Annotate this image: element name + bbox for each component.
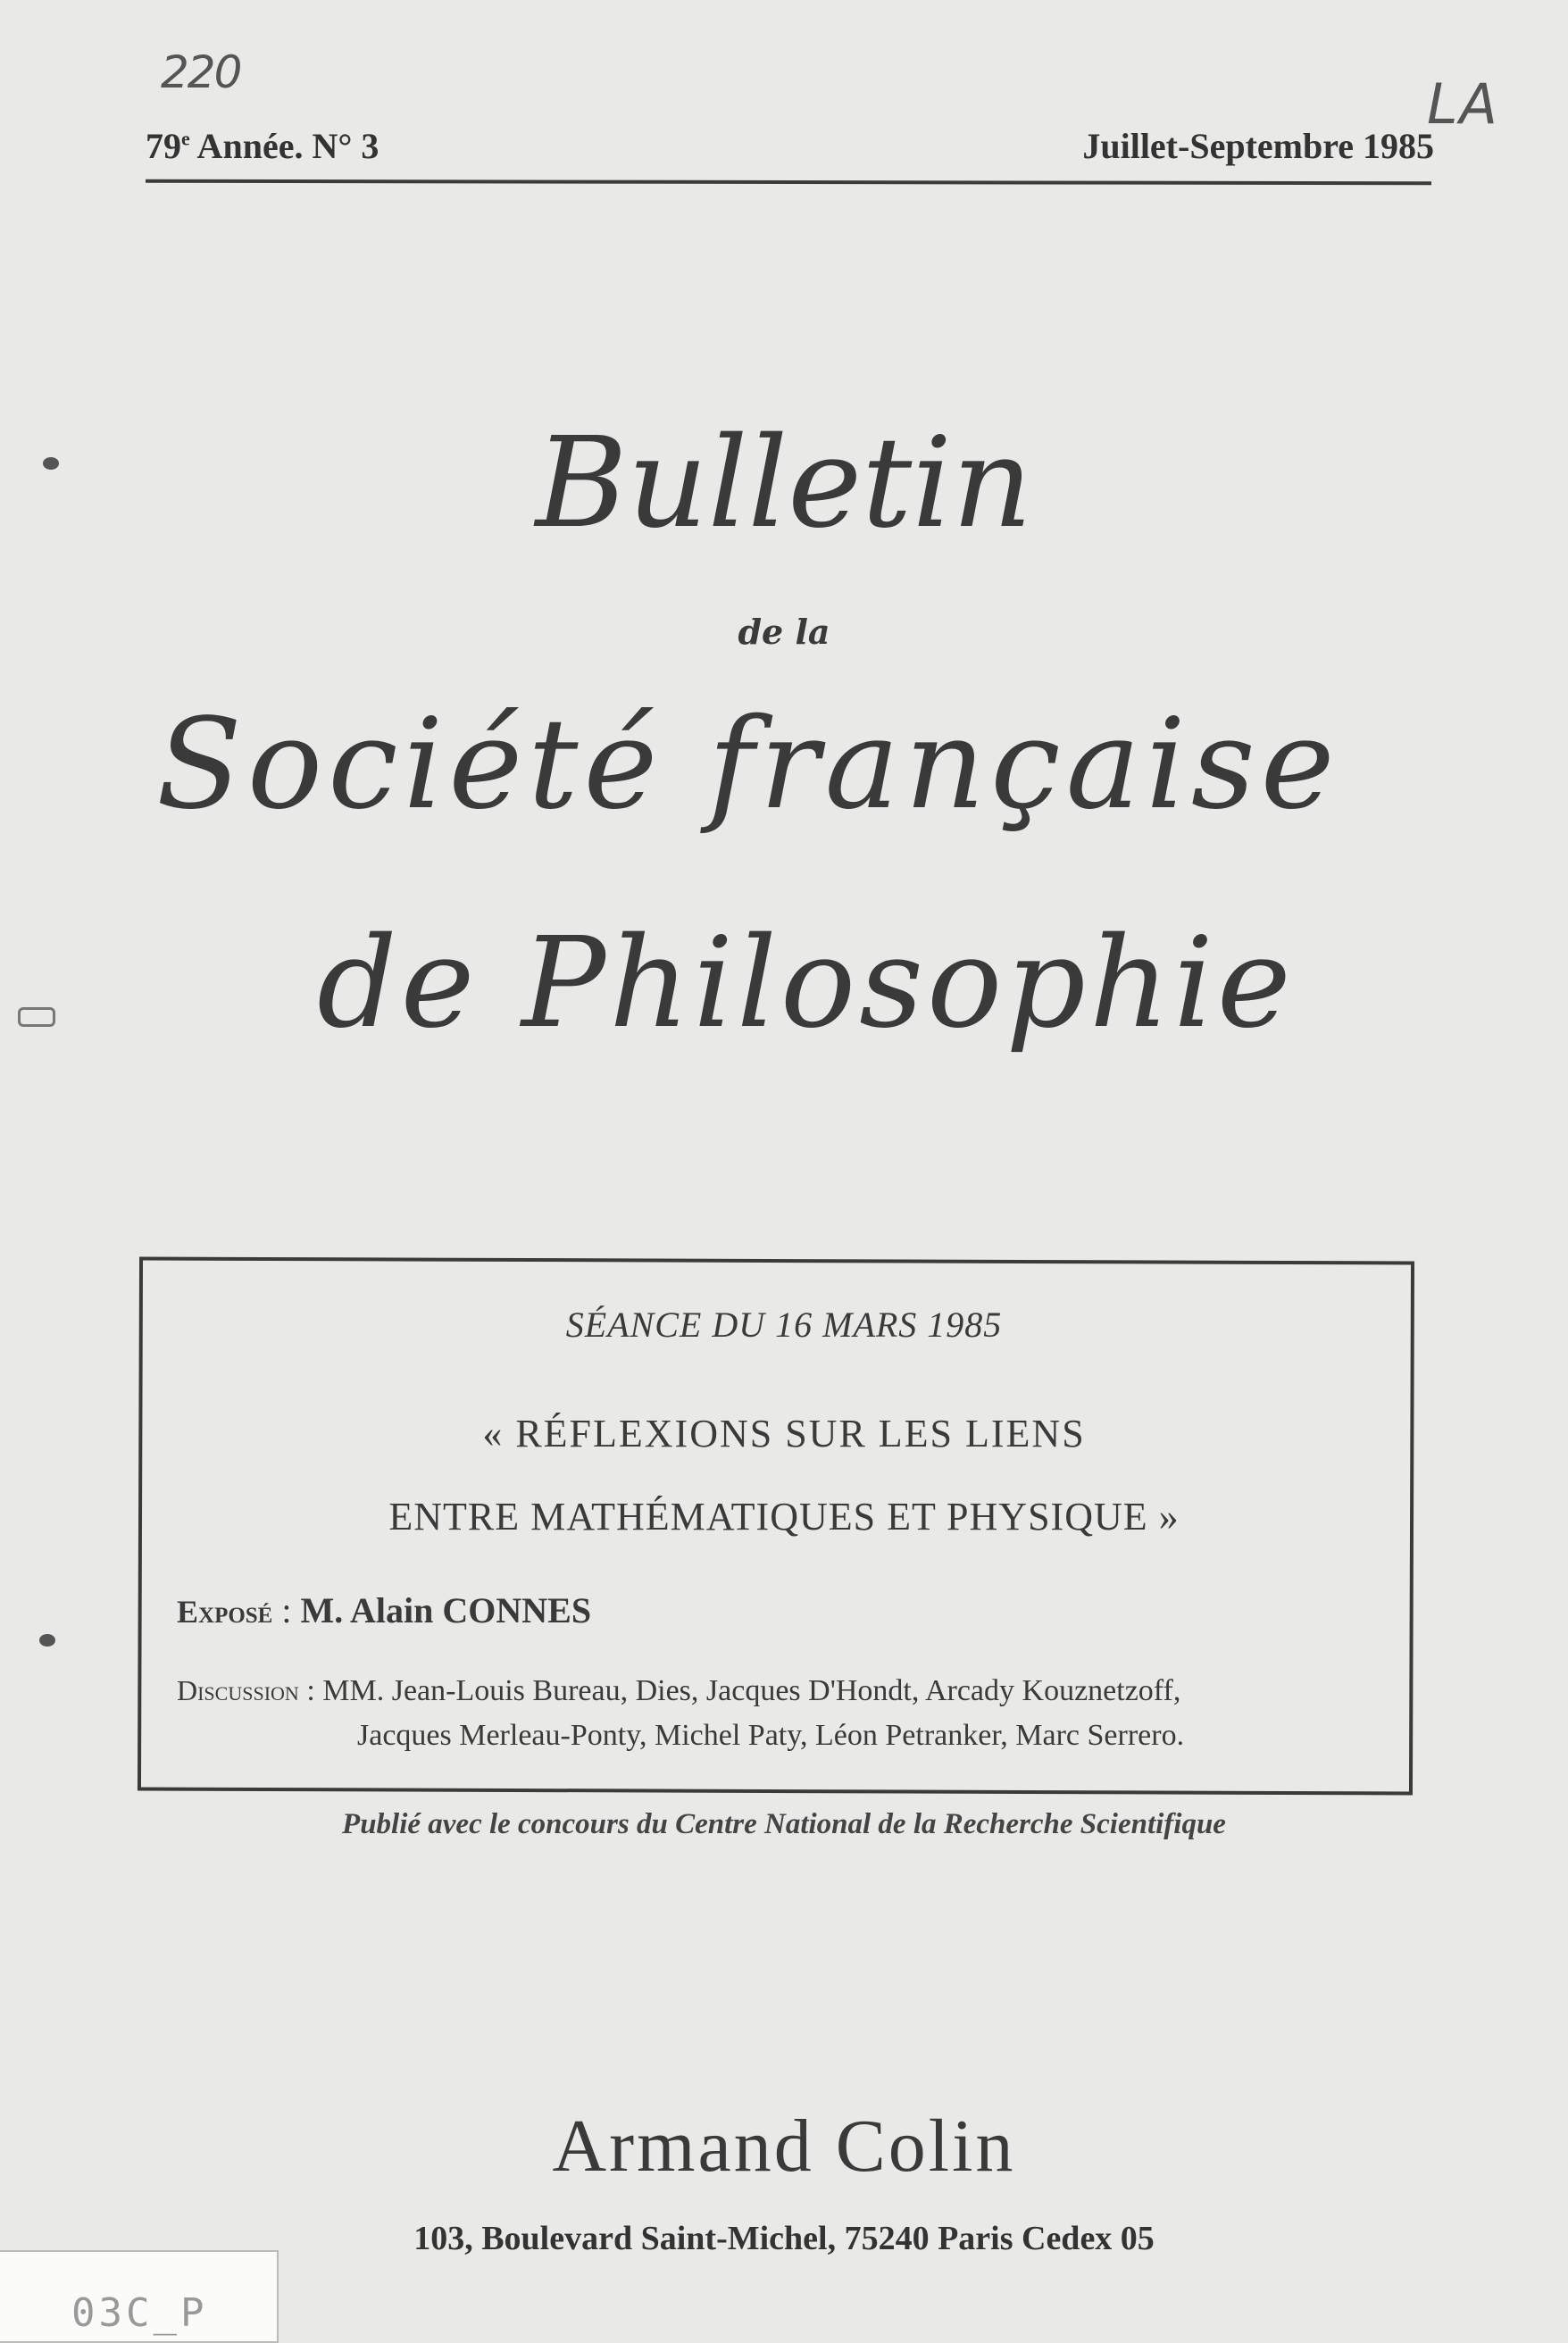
volume-suffix: Année. N° 3 [189, 126, 379, 166]
expose-line [177, 1589, 591, 1631]
cnrs-note: Publié avec le concours du Centre National de la Recherche Scientifique [342, 1808, 1226, 1840]
issue-number [146, 125, 379, 167]
handwritten-number: 220 [161, 46, 241, 98]
publisher-name: Armand Colin [552, 2105, 1016, 2188]
binding-hole [43, 457, 59, 470]
discussion-participants-2: Jacques Merleau-Ponty, Michel Paty, Léon Petranker, Marc Serrero. [357, 1719, 1185, 1752]
publisher-address: 103, Boulevard Saint-Michel, 75240 Paris Cedex 05 [413, 2220, 1155, 2257]
discussion-colon: : [306, 1674, 323, 1707]
title-societe-francaise: Société française [156, 692, 1340, 838]
discussion-label: Discussion [177, 1674, 299, 1706]
header-divider [146, 179, 1431, 186]
issue-date-range: Juillet-Septembre 1985 [1082, 126, 1434, 166]
handwritten-initials: LA [1427, 71, 1499, 137]
lecture-title-line-1: « RÉFLEXIONS SUR LES LIENS [482, 1412, 1086, 1455]
seance-date: SÉANCE DU 16 MARS 1985 [565, 1305, 1003, 1345]
discussion-participants-1: MM. Jean-Louis Bureau, Dies, Jacques D'Hondt, Arcady Kouznetzoff, [322, 1674, 1181, 1707]
expose-label: Exposé [177, 1594, 273, 1630]
discussion-line-1 [177, 1674, 1180, 1708]
title-bulletin: Bulletin [535, 411, 1033, 556]
title-de-philosophie: de Philosophie [317, 911, 1295, 1056]
lecture-title-line-2: ENTRE MATHÉMATIQUES ET PHYSIQUE » [388, 1495, 1180, 1538]
volume-prefix: 79 [146, 126, 181, 166]
library-label-text: 03C_P [71, 2290, 208, 2336]
title-de-la: de la [738, 612, 830, 652]
binding-staple [18, 1007, 55, 1027]
expose-speaker: M. Alain CONNES [300, 1590, 592, 1630]
expose-colon: : [281, 1590, 301, 1630]
binding-hole [39, 1634, 55, 1647]
volume-ordinal: e [181, 127, 190, 150]
